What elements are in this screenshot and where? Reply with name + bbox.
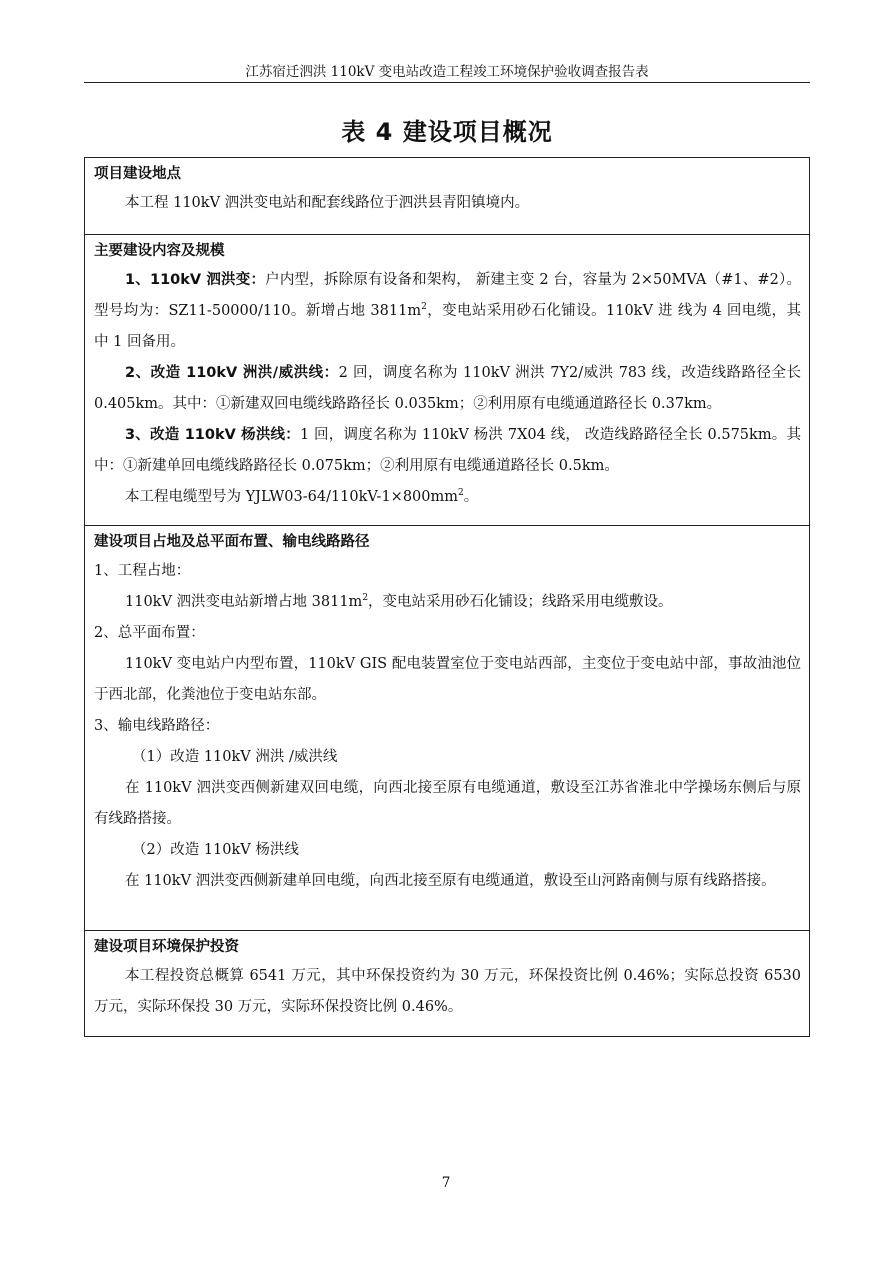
route-1-text: 在 110kV 泗洪变西侧新建双回电缆，向西北接至原有电缆通道，敷设至江苏省淮北中学操场东侧后与原有线路搭接。 <box>94 780 801 827</box>
item-text: ，变电站采用砂石化铺设；线路采用电缆敷设。 <box>368 594 673 610</box>
running-header: 江苏宿迁泗洪 110kV 变电站改造工程竣工环境保护验收调查报告表 <box>245 64 649 80</box>
section-scope <box>85 234 809 525</box>
section-layout <box>85 525 809 930</box>
item-text: 本工程电缆型号为 YJLW03-64/110kV-1×800mm <box>125 489 459 505</box>
section-location <box>85 158 809 234</box>
item-text: 1 回，调度名称为 110kV 杨洪 7X04 线， 改造线路路径全长 0.575km。其中：①新建单回电缆线路路径长 0.075km；②利用原有电缆通道路径长 0.5km。 <box>94 427 801 474</box>
section-heading: 建设项目占地及总平面布置、输电线路路径 <box>94 534 370 550</box>
page-title: 表 4 建设项目概况 <box>341 118 553 146</box>
subheading-land: 1、工程占地： <box>94 563 191 579</box>
project-overview-table <box>84 157 810 1037</box>
land-text <box>94 587 801 618</box>
superscript: 2 <box>458 488 464 499</box>
section-investment <box>85 930 809 1036</box>
superscript: 2 <box>421 302 427 313</box>
item-text: 2 回，调度名称为 110kV 洲洪 7Y2/威洪 783 线，改造线路路径全长 0.405km。其中：①新建双回电缆线路路径长 0.035km；②利用原有电缆通道路径长 0.37km。 <box>94 365 801 412</box>
subheading-plan: 2、总平面布置： <box>94 625 205 641</box>
item-label: 2、改造 110kV 洲洪/威洪线： <box>125 365 339 381</box>
item-text: 110kV 泗洪变电站新增占地 3811m <box>125 594 363 610</box>
item-text: ，变电站采用砂石化铺设。110kV 进 线为 4 回电缆，其中 1 回备用。 <box>94 303 801 350</box>
section-heading: 主要建设内容及规模 <box>94 243 225 259</box>
route-2-title: （2）改造 110kV 杨洪线 <box>132 842 299 858</box>
header-rule <box>84 82 810 83</box>
section-heading: 建设项目环境保护投资 <box>94 939 239 955</box>
page-number: 7 <box>441 1175 451 1191</box>
section-heading: 项目建设地点 <box>94 166 181 182</box>
scope-item-1 <box>94 265 801 358</box>
route-1-title: （1）改造 110kV 洲洪 /威洪线 <box>132 749 338 765</box>
subheading-route: 3、输电线路路径： <box>94 718 220 734</box>
item-label: 3、改造 110kV 杨洪线： <box>125 427 300 443</box>
item-label: 1、110kV 泗洪变： <box>125 272 266 288</box>
plan-text: 110kV 变电站户内型布置，110kV GIS 配电装置室位于变电站西部，主变位于变电站中部，事故油池位于西北部，化粪池位于变电站东部。 <box>94 656 801 703</box>
item-text: 户内型，拆除原有设备和架构， 新建主变 2 台，容量为 2×50MVA（#1、#2）。型号均为：SZ11-50000/110。新增占地 3811m <box>94 272 801 319</box>
scope-item-3 <box>94 420 801 482</box>
scope-item-2 <box>94 358 801 420</box>
route-2-text: 在 110kV 泗洪变西侧新建单回电缆，向西北接至原有电缆通道，敷设至山河路南侧与原有线路搭接。 <box>125 873 776 889</box>
investment-text: 本工程投资总概算 6541 万元，其中环保投资约为 30 万元，环保投资比例 0.46%；实际总投资 6530 万元，实际环保投 30 万元，实际环保投资比例 0.46%。 <box>94 968 801 1015</box>
location-text: 本工程 110kV 泗洪变电站和配套线路位于泗洪县青阳镇境内。 <box>125 195 530 211</box>
superscript: 2 <box>362 593 369 604</box>
item-text: 。 <box>463 489 479 505</box>
cable-model-text <box>94 482 801 513</box>
